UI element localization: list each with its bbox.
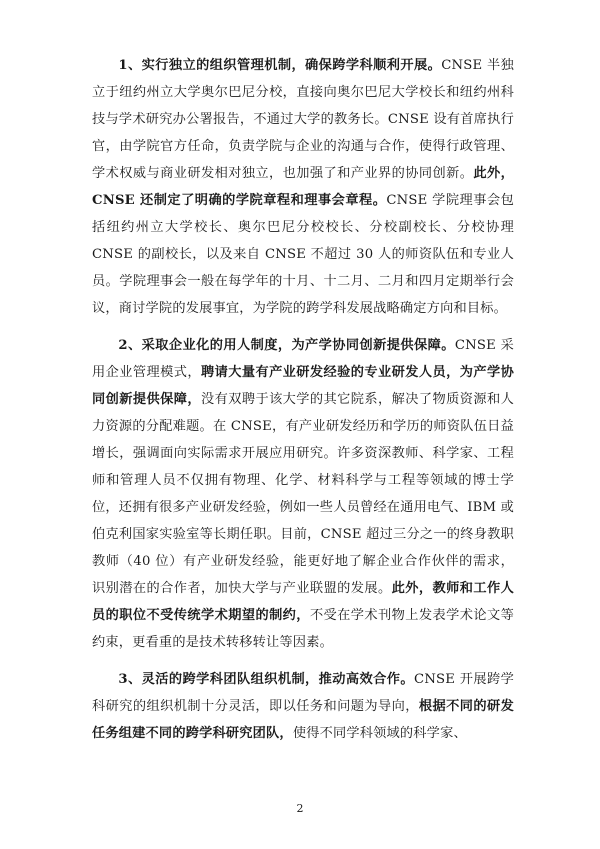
page-number: 2 [296, 802, 304, 815]
paragraph-1 [92, 52, 514, 322]
text-run: CNSE 学院理事会包括纽约州立大学校长、奥尔巴尼分校校长、分校副校长、分校协理 CNSE 的副校长，以及来自 CNSE 不超过 30 人的师资队伍和专业人员。学院理事会一般在每学年的十月、十二月、二月和四月定期举行会议，商讨学院的发展事宜，为学院的跨学科发展战略确定方向和目标。 [92, 193, 514, 316]
bold-run: 根据不同的研发任务组建不同的跨学科研究团队， [92, 699, 514, 741]
text-run: 不受在学术刊物上发表学术论文等约束，更看重的是技术转移转让等因素。 [92, 608, 515, 650]
bold-run: 此外，CNSE 还制定了明确的学院章程和理事会章程。 [92, 166, 514, 208]
text-run: CNSE 半独立于纽约州立大学奥尔巴尼分校，直接向奥尔巴尼大学校长和纽约州科技与学术研究办公署报告，不通过大学的教务长。CNSE 设有首席执行官，由学院官方任命，负责学院与企业的沟通与合作，使得行政管理、学术权威与商业研发相对独立，也加强了和产业界的协同创新。 [92, 58, 514, 181]
paragraph-2 [92, 332, 514, 656]
text-run: CNSE 开展跨学科研究的组织机制十分灵活，即以任务和问题为导向， [92, 672, 514, 714]
heading-2: 2、采取企业化的用人制度，为产学协同创新提供保障。 [118, 338, 455, 353]
bold-run: 此外，教师和工作人员的职位不受传统学术期望的制约， [92, 581, 514, 623]
text-run: 使得不同学科领域的科学家、 [292, 726, 467, 741]
text-run: 没有双聘于该大学的其它院系，解决了物质资源和人力资源的分配难题。在 CNSE，有产业研发经历和学历的师资队伍日益增长，强调面向实际需求开展应用研究。许多资深教师、科学家、工程师和管理人员不仅拥有物理、化学、材料科学与工程等领域的博士学位，还拥有很多产业研发经验，例如一些人员曾经在通用电气、IBM 或伯克利国家实验室等长期任职。目前，CNSE 超过三分之一的终身教职教师（40 位）有产业研发经验，能更好地了解企业合作伙伴的需求，识别潜在的合作者，加快大学与产业联盟的发展。 [92, 392, 514, 596]
bold-run: 聘请大量有产业研发经验的专业研发人员，为产学协同创新提供保障， [92, 365, 514, 407]
heading-3: 3、灵活的跨学科团队组织机制，推动高效合作。 [118, 672, 415, 687]
text-run: CNSE 采用企业管理模式， [92, 338, 514, 380]
heading-1: 1、实行独立的组织管理机制，确保跨学科顺利开展。 [118, 58, 442, 73]
paragraph-3 [92, 666, 514, 747]
body-text [92, 52, 514, 757]
